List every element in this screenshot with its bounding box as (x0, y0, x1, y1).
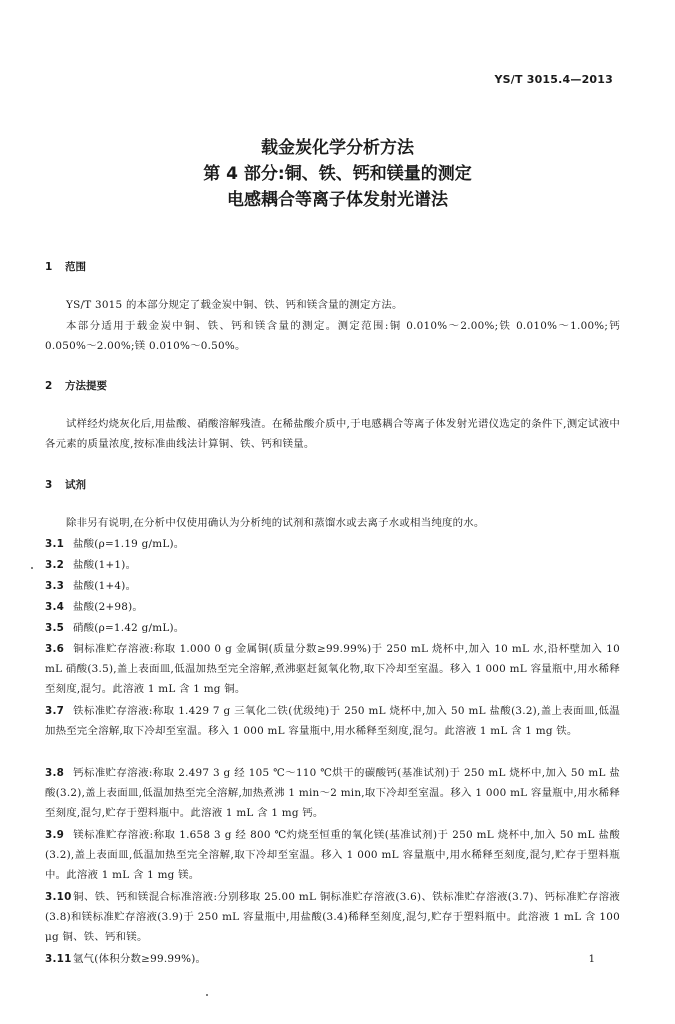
section-2-number: 2 (45, 380, 53, 392)
reagent-number: 3.5 (45, 622, 65, 634)
section-1-paragraph-1: YS/T 3015 的本部分规定了载金炭中铜、铁、钙和镁含量的测定方法。 (66, 299, 403, 311)
section-3-number: 3 (45, 479, 53, 491)
reagent-text: 铁标准贮存溶液:称取 1.429 7 g 三氧化二铁(优级纯)于 250 mL 烧杯中,加入 50 mL 盐酸(3.2),盖上表面皿,低温加热至完全溶解,取下冷却至室温。移入 1 000 mL 容量瓶中,用水稀释至刻度,混匀。此溶液 1 mL 含 1 mg 铁。 (45, 705, 620, 737)
scan-speck (31, 567, 33, 569)
standard-code: YS/T 3015.4—2013 (494, 73, 613, 86)
reagent-item (45, 701, 620, 741)
section-2-heading (45, 378, 107, 393)
section-3-heading (45, 477, 86, 492)
reagent-number: 3.9 (45, 829, 65, 841)
reagent-number: 3.1 (45, 538, 65, 550)
reagent-text: 盐酸(2+98)。 (73, 601, 144, 613)
section-1-paragraph-2: 本部分适用于载金炭中铜、铁、钙和镁含量的测定。测定范围:铜 0.010%～2.00%;铁 0.010%～1.00%;钙 0.050%～2.00%;镁 0.010%～0.50%。 (45, 320, 620, 352)
reagent-item (45, 555, 620, 575)
reagent-text: 氩气(体积分数≥99.99%)。 (73, 953, 207, 965)
reagent-item (45, 597, 620, 617)
reagent-number: 3.6 (45, 643, 65, 655)
section-3-intro: 除非另有说明,在分析中仅使用确认为分析纯的试剂和蒸馏水或去离子水或相当纯度的水。 (66, 517, 485, 529)
title-line-3: 电感耦合等离子体发射光谱法 (227, 190, 448, 210)
section-1-heading (45, 259, 86, 274)
reagent-text: 盐酸(1+4)。 (73, 580, 137, 592)
reagent-number: 3.11 (45, 953, 72, 965)
page-number: 1 (588, 954, 595, 965)
section-2-paragraph-1: 试样经灼烧灰化后,用盐酸、硝酸溶解残渣。在稀盐酸介质中,于电感耦合等离子体发射光谱仪选定的条件下,测定试液中各元素的质量浓度,按标准曲线法计算铜、铁、钙和镁量。 (45, 418, 620, 450)
reagent-item (45, 576, 620, 596)
reagent-item (45, 639, 620, 699)
reagent-number: 3.3 (45, 580, 65, 592)
reagent-text: 铜标准贮存溶液:称取 1.000 0 g 金属铜(质量分数≥99.99%)于 250 mL 烧杯中,加入 10 mL 水,沿杯壁加入 10 mL 硝酸(3.5),盖上表面皿,低温加热至完全溶解,煮沸驱赶氮氧化物,取下冷却至室温。移入 1 000 mL 容量瓶中,用水稀释至刻度,混匀。此溶液 1 mL 含 1 mg 铜。 (45, 643, 620, 695)
reagent-item (45, 887, 620, 947)
reagent-text: 盐酸(1+1)。 (73, 559, 137, 571)
reagent-text: 钙标准贮存溶液:称取 2.497 3 g 经 105 ℃～110 ℃烘干的碳酸钙(基准试剂)于 250 mL 烧杯中,加入 50 mL 盐酸(3.2),盖上表面皿,低温加热至完全溶解,加热煮沸 1 min～2 min,取下冷却至室温。移入 1 000 mL 容量瓶中,用水稀释至刻度,混匀,贮存于塑料瓶中。此溶液 1 mL 含 1 mg 钙。 (45, 767, 620, 819)
reagent-item (45, 534, 620, 554)
section-1-number: 1 (45, 261, 53, 273)
reagent-text: 硝酸(ρ=1.42 g/mL)。 (73, 622, 185, 634)
reagent-item (45, 825, 620, 885)
title-line-2: 第 4 部分:铜、铁、钙和镁量的测定 (203, 164, 472, 184)
reagent-text: 铜、铁、钙和镁混合标准溶液:分别移取 25.00 mL 铜标准贮存溶液(3.6)、铁标准贮存溶液(3.7)、钙标准贮存溶液(3.8)和镁标准贮存溶液(3.9)于 250 mL 容量瓶中,用盐酸(3.4)稀释至刻度,混匀,贮存于塑料瓶中。此溶液 1 mL 含 100 μg 铜、铁、钙和镁。 (45, 891, 620, 943)
reagent-text: 盐酸(ρ=1.19 g/mL)。 (73, 538, 185, 550)
reagent-number: 3.4 (45, 601, 65, 613)
document-title (0, 135, 675, 213)
reagent-number: 3.2 (45, 559, 65, 571)
title-line-1: 载金炭化学分析方法 (261, 138, 414, 158)
reagent-item (45, 949, 620, 969)
section-1-title: 范围 (65, 261, 86, 273)
section-2-title: 方法提要 (65, 380, 107, 392)
section-3-title: 试剂 (65, 479, 86, 491)
reagent-number: 3.10 (45, 891, 72, 903)
reagent-number: 3.8 (45, 767, 65, 779)
reagent-item (45, 618, 620, 638)
scan-speck (206, 994, 208, 996)
reagent-number: 3.7 (45, 705, 65, 717)
reagent-item (45, 763, 620, 823)
reagent-text: 镁标准贮存溶液:称取 1.658 3 g 经 800 ℃灼烧至恒重的氧化镁(基准试剂)于 250 mL 烧杯中,加入 50 mL 盐酸(3.2),盖上表面皿,低温加热至完全溶解,取下冷却至室温。移入 1 000 mL 容量瓶中,用水稀释至刻度,混匀,贮存于塑料瓶中。此溶液 1 mL 含 1 mg 镁。 (45, 829, 620, 881)
